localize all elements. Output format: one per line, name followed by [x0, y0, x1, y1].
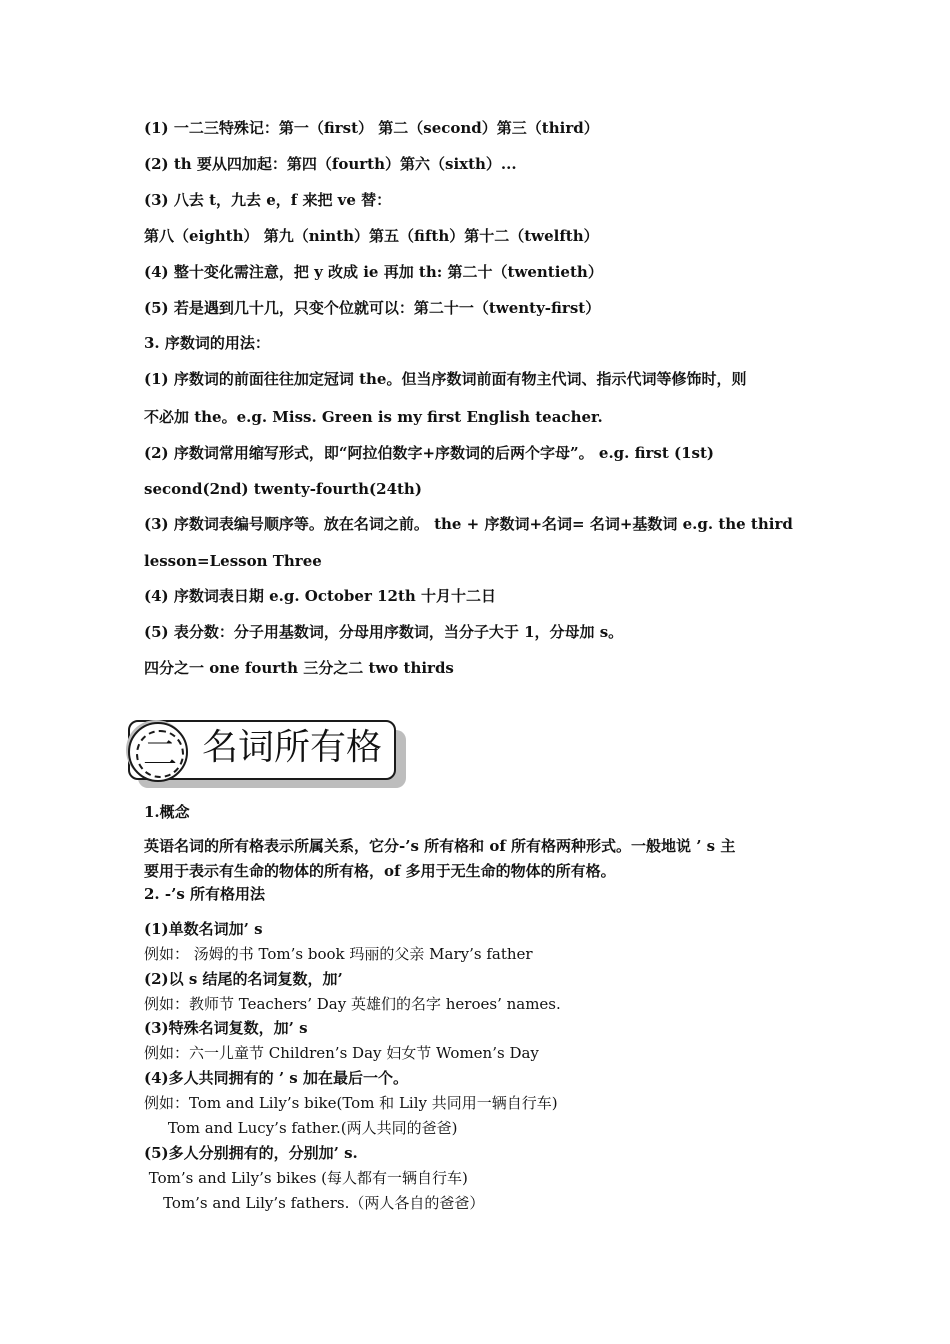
ordinal-rule-3-examples: 第八（eighth） 第九（ninth）第五（fifth）第十二（twelfth）: [144, 227, 599, 245]
usage-3-line-2: lesson=Lesson Three: [144, 552, 322, 570]
concept-line-1: 英语名词的所有格表示所属关系，它分-’s 所有格和 of 所有格两种形式。一般地说 ’ s 主: [144, 837, 736, 855]
concept-heading: 1.概念: [144, 803, 190, 821]
rule-4-example-2: Tom and Lucy’s father.(两人共同的爸爸): [144, 1119, 458, 1137]
usage-4: (4) 序数词表日期 e.g. October 12th 十月十二日: [144, 587, 496, 605]
rule-5-heading: (5)多人分别拥有的，分别加’ s.: [144, 1144, 358, 1162]
rule-3-example: 例如：六一儿童节 Children’s Day 妇女节 Women’s Day: [144, 1044, 539, 1062]
section-number-badge: [126, 720, 186, 780]
section-number-circle: [128, 722, 188, 782]
section-title: 名词所有格: [202, 727, 383, 768]
usage-heading: 3. 序数词的用法：: [144, 334, 270, 352]
usage-2-line-2: second(2nd) twenty-fourth(24th): [144, 480, 422, 498]
possessive-usage-heading: 2. -’s 所有格用法: [144, 885, 265, 903]
ordinal-rule-1: (1) 一二三特殊记：第一（first） 第二（second）第三（third）: [144, 119, 599, 137]
ordinal-rule-4: (4) 整十变化需注意，把 y 改成 ie 再加 th: 第二十（twentieth）: [144, 263, 603, 281]
rule-2-example: 例如：教师节 Teachers’ Day 英雄们的名字 heroes’ names.: [144, 995, 561, 1013]
usage-1-line-1: (1) 序数词的前面往往加定冠词 the。但当序数词前面有物主代词、指示代词等修饰时，则: [144, 370, 747, 388]
rule-1-example: 例如： 汤姆的书 Tom’s book 玛丽的父亲 Mary’s father: [144, 945, 533, 963]
rule-5-example-1: Tom’s and Lily’s bikes (每人都有一辆自行车): [144, 1169, 468, 1187]
ordinal-rule-3: (3) 八去 t，九去 e，f 来把 ve 替：: [144, 191, 392, 209]
usage-2-line-1: (2) 序数词常用缩写形式，即“阿拉伯数字+序数词的后两个字母”。 e.g. first (1st): [144, 444, 715, 462]
usage-3-line-1: (3) 序数词表编号顺序等。放在名词之前。 the + 序数词+名词= 名词+基数词 e.g. the third: [144, 515, 793, 533]
concept-line-2: 要用于表示有生命的物体的所有格，of 多用于无生命的物体的所有格。: [144, 862, 616, 880]
usage-5: (5) 表分数：分子用基数词，分母用序数词，当分子大于 1，分母加 s。: [144, 623, 624, 641]
rule-5-example-2: Tom’s and Lily’s fathers.（两人各自的爸爸）: [144, 1194, 485, 1212]
section-banner: [120, 712, 410, 792]
ordinal-rule-5: (5) 若是遇到几十几，只变个位就可以：第二十一（twenty-first）: [144, 299, 601, 317]
section-number: 二: [136, 730, 184, 778]
ordinal-rule-2: (2) th 要从四加起：第四（fourth）第六（sixth）...: [144, 155, 517, 173]
rule-1-heading: (1)单数名词加’ s: [144, 920, 263, 938]
rule-3-heading: (3)特殊名词复数，加’ s: [144, 1019, 308, 1037]
rule-2-heading: (2)以 s 结尾的名词复数，加’: [144, 970, 343, 988]
rule-4-example-1: 例如：Tom and Lily’s bike(Tom 和 Lily 共同用一辆自行车): [144, 1094, 558, 1112]
usage-5-example: 四分之一 one fourth 三分之二 two thirds: [144, 659, 454, 677]
usage-1-line-2: 不必加 the。e.g. Miss. Green is my first English teacher.: [144, 408, 603, 426]
rule-4-heading: (4)多人共同拥有的 ’ s 加在最后一个。: [144, 1069, 408, 1087]
